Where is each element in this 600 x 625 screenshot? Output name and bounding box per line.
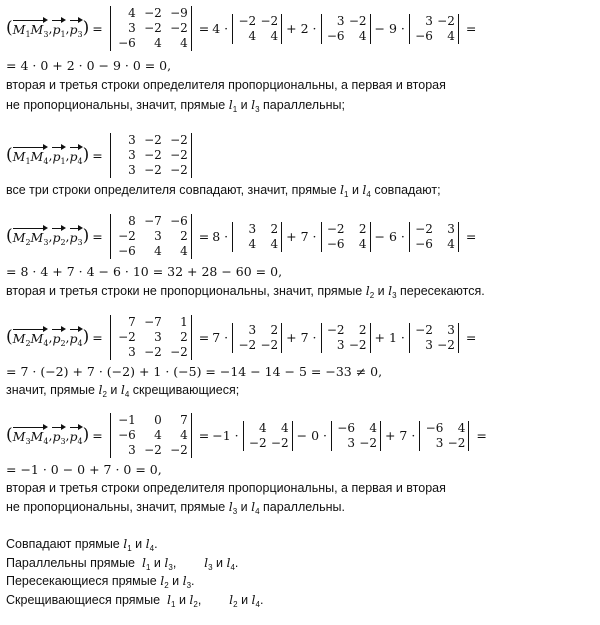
minor-3: 3 −2 −6 4 — [409, 14, 459, 44]
mixed-product: ( $M_1M_3$ , $p_1$ , $p_3$ ) — [6, 18, 90, 39]
block3-formula: ( $M_2M_3$ , $p_2$ , $p_3$ ) = 8 −7 −6 −2 3 2 −6 4 4 = 8 · 3 2 4 4 + 7 · −2 2 −6 4 − 6 · −2 3 −6 4 = — [6, 214, 477, 258]
minor-3: −2 3 3 −2 — [409, 323, 459, 353]
block5-formula: ( $M_3M_4$ , $p_3$ , $p_4$ ) = −1 0 7 −6 4 4 3 −2 −2 = −1 · 4 4 −2 −2 − 0 · −6 4 3 −2 + 7 · −6 4 3 −2 = — [6, 413, 487, 457]
block3-calc: = 8 · 4 + 7 · 4 − 6 · 10 = 32 + 28 − 60 = 0, — [6, 264, 283, 279]
block4-formula: ( $M_2M_4$ , $p_2$ , $p_4$ ) = 7 −7 1 −2 3 2 3 −2 −2 = 7 · 3 2 −2 −2 + 7 · −2 2 3 −2 + 1 · −2 3 3 −2 = — [6, 315, 477, 359]
minor-1: −2 −2 4 4 — [232, 14, 282, 44]
determinant-3x3: 4 −2 −9 3 −2 −2 −6 4 4 — [110, 6, 192, 51]
summary-skew: Скрещивающиеся прямые $l_1$ и $l_2$, $l_2$ и $l_4$. — [6, 592, 264, 609]
block5-text1: вторая и третья строки определителя пропорциональны, а первая и вторая — [6, 481, 446, 495]
summary-parallel: Параллельны прямые $l_1$ и $l_3$, $l_3$ и $l_4$. — [6, 555, 239, 572]
determinant-3x3: 3 −2 −2 3 −2 −2 3 −2 −2 — [110, 133, 192, 178]
minor-1: 4 4 −2 −2 — [243, 421, 293, 451]
minor-1: 3 2 4 4 — [232, 222, 282, 252]
determinant-3x3: 7 −7 1 −2 3 2 3 −2 −2 — [110, 315, 192, 360]
mixed-product: ( $M_1M_4$ , $p_1$ , $p_4$ ) — [6, 145, 90, 166]
determinant-3x3: −1 0 7 −6 4 4 3 −2 −2 — [110, 413, 192, 458]
minor-2: −6 4 3 −2 — [331, 421, 381, 451]
minor-2: −2 2 −6 4 — [321, 222, 371, 252]
block5-text2: не пропорциональны, значит, прямые $l_3$ и $l_4$ параллельны. — [6, 499, 345, 516]
block2-text: все три строки определителя совпадают, значит, прямые $l_1$ и $l_4$ совпадают; — [6, 182, 441, 199]
minor-3: −2 3 −6 4 — [409, 222, 459, 252]
block5-calc: = −1 · 0 − 0 + 7 · 0 = 0, — [6, 462, 162, 477]
block3-text: вторая и третья строки не пропорциональны, значит, прямые $l_2$ и $l_3$ пересекаются. — [6, 283, 485, 300]
mixed-product: ( $M_3M_4$ , $p_3$ , $p_4$ ) — [6, 425, 90, 446]
determinant-3x3: 8 −7 −6 −2 3 2 −6 4 4 — [110, 214, 192, 259]
minor-3: −6 4 3 −2 — [419, 421, 469, 451]
block2-formula: ( $M_1M_4$ , $p_1$ , $p_4$ ) = 3 −2 −2 3 −2 −2 3 −2 −2 — [6, 133, 196, 178]
mixed-product: ( $M_2M_4$ , $p_2$ , $p_4$ ) — [6, 327, 90, 348]
block1-text2: не пропорциональны, значит, прямые $l_1$ и $l_3$ параллельны; — [6, 97, 345, 114]
mixed-product: ( $M_2M_3$ , $p_2$ , $p_3$ ) — [6, 226, 90, 247]
block4-text: значит, прямые $l_2$ и $l_4$ скрещивающиеся; — [6, 382, 240, 399]
minor-1: 3 2 −2 −2 — [232, 323, 282, 353]
block1-text1: вторая и третья строки определителя пропорциональны, а первая и вторая — [6, 78, 446, 92]
minor-2: 3 −2 −6 4 — [321, 14, 371, 44]
summary-coincident: Совпадают прямые $l_1$ и $l_4$. — [6, 536, 158, 553]
block1-formula: ( $M_1M_3$ , $p_1$ , $p_3$ ) = 4 −2 −9 3 −2 −2 −6 4 4 = 4 · −2 −2 4 4 + 2 · 3 −2 −6 4 − 9 · 3 −2 −6 4 = — [6, 6, 477, 50]
minor-2: −2 2 3 −2 — [321, 323, 371, 353]
block4-calc: = 7 · (−2) + 7 · (−2) + 1 · (−5) = −14 − 14 − 5 = −33 ≠ 0, — [6, 364, 383, 379]
summary-intersecting: Пересекающиеся прямые $l_2$ и $l_3$. — [6, 573, 195, 590]
block1-calc: = 4 · 0 + 2 · 0 − 9 · 0 = 0, — [6, 58, 172, 73]
